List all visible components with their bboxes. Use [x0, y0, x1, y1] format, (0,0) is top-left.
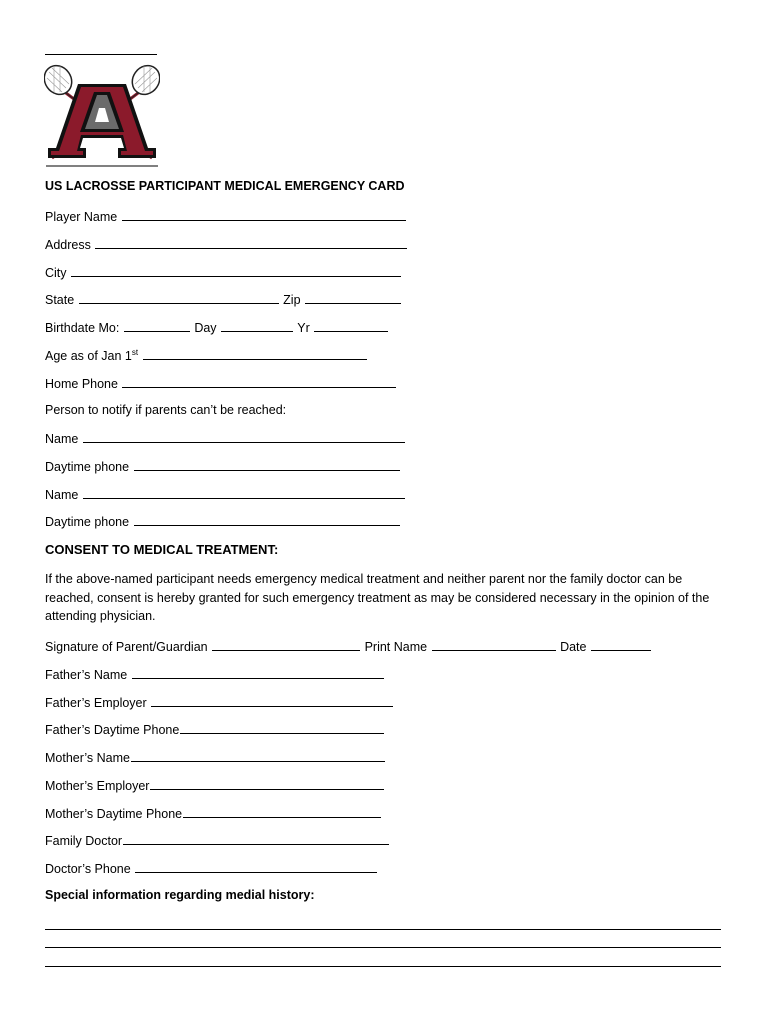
fathers-name-label: Father’s Name	[45, 668, 128, 682]
print-name-field[interactable]	[432, 638, 556, 651]
consent-paragraph: If the above-named participant needs emergency medical treatment and neither parent nor the family doctor can be reached, consent is hereby granted for such emergency treatment as may be considered necessary in the opinion of the attending physician.	[45, 572, 710, 623]
fathers-name-row	[45, 666, 385, 683]
yr-field[interactable]	[314, 319, 388, 332]
birthdate-mo-label: Birthdate Mo:	[45, 321, 120, 335]
mothers-name-field[interactable]	[131, 749, 385, 762]
mothers-phone-label: Mother’s Daytime Phone	[45, 807, 183, 821]
doctors-phone-row	[45, 860, 378, 877]
fathers-phone-label: Father’s Daytime Phone	[45, 723, 180, 737]
home-phone-label: Home Phone	[45, 377, 118, 391]
notify-phone-row-1	[45, 458, 401, 475]
top-rule	[45, 54, 157, 55]
notify-name-label: Name	[45, 432, 79, 446]
mothers-employer-row	[45, 777, 385, 794]
date-label: Date	[560, 640, 587, 654]
address-field[interactable]	[95, 236, 407, 249]
signature-row	[45, 638, 652, 655]
city-row	[45, 264, 402, 281]
state-label: State	[45, 293, 75, 307]
fathers-employer-label: Father’s Employer	[45, 696, 147, 710]
signature-label: Signature of Parent/Guardian	[45, 640, 208, 654]
signature-field[interactable]	[212, 638, 360, 651]
birthdate-row	[45, 319, 389, 336]
special-info-heading: Special information regarding medial history:	[45, 888, 315, 902]
notify-phone-field-2[interactable]	[134, 513, 400, 526]
birthdate-mo-field[interactable]	[124, 319, 190, 332]
letter-a-emblem	[48, 84, 156, 158]
special-info-line-2[interactable]	[45, 947, 721, 948]
notify-phone-field-1[interactable]	[134, 458, 400, 471]
age-label-superscript: st	[131, 347, 139, 357]
state-field[interactable]	[79, 291, 279, 304]
fathers-phone-row	[45, 721, 385, 738]
fathers-name-field[interactable]	[132, 666, 384, 679]
family-doctor-field[interactable]	[123, 832, 389, 845]
date-field[interactable]	[591, 638, 651, 651]
mothers-name-label: Mother’s Name	[45, 751, 130, 765]
fathers-phone-field[interactable]	[180, 721, 384, 734]
player-name-field[interactable]	[122, 208, 406, 221]
address-label: Address	[45, 238, 91, 252]
yr-label: Yr	[297, 321, 310, 335]
notify-heading: Person to notify if parents can’t be reached:	[45, 403, 287, 417]
mothers-name-row	[45, 749, 386, 766]
zip-field[interactable]	[305, 291, 401, 304]
day-field[interactable]	[221, 319, 293, 332]
mothers-phone-field[interactable]	[183, 805, 381, 818]
form-title: US LACROSSE PARTICIPANT MEDICAL EMERGENCY CARD	[45, 179, 405, 193]
mothers-phone-row	[45, 805, 382, 822]
print-name-label: Print Name	[364, 640, 428, 654]
age-label: Age as of Jan 1	[45, 349, 132, 363]
city-field[interactable]	[71, 264, 401, 277]
notify-phone-label: Daytime phone	[45, 515, 130, 529]
notify-phone-row-2	[45, 513, 401, 530]
player-name-label: Player Name	[45, 210, 118, 224]
family-doctor-row	[45, 832, 390, 849]
home-phone-row	[45, 375, 397, 392]
city-label: City	[45, 266, 67, 280]
mothers-employer-field[interactable]	[150, 777, 384, 790]
fathers-employer-row	[45, 694, 394, 711]
address-row	[45, 236, 408, 253]
notify-phone-label: Daytime phone	[45, 460, 130, 474]
doctors-phone-label: Doctor’s Phone	[45, 862, 131, 876]
home-phone-field[interactable]	[122, 375, 396, 388]
mothers-employer-label: Mother’s Employer	[45, 779, 150, 793]
notify-name-field-1[interactable]	[83, 430, 405, 443]
special-info-line-1[interactable]	[45, 929, 721, 930]
notify-name-label: Name	[45, 488, 79, 502]
age-row	[45, 347, 368, 364]
lacrosse-a-logo	[44, 62, 160, 168]
player-name-row	[45, 208, 407, 225]
doctors-phone-field[interactable]	[135, 860, 377, 873]
state-zip-row	[45, 291, 402, 308]
notify-name-row-1	[45, 430, 406, 447]
zip-label: Zip	[283, 293, 301, 307]
fathers-employer-field[interactable]	[151, 694, 393, 707]
notify-name-row-2	[45, 486, 406, 503]
family-doctor-label: Family Doctor	[45, 834, 123, 848]
day-label: Day	[194, 321, 217, 335]
notify-name-field-2[interactable]	[83, 486, 405, 499]
age-field[interactable]	[143, 347, 367, 360]
special-info-line-3[interactable]	[45, 966, 721, 967]
consent-heading: CONSENT TO MEDICAL TREATMENT:	[45, 542, 279, 557]
